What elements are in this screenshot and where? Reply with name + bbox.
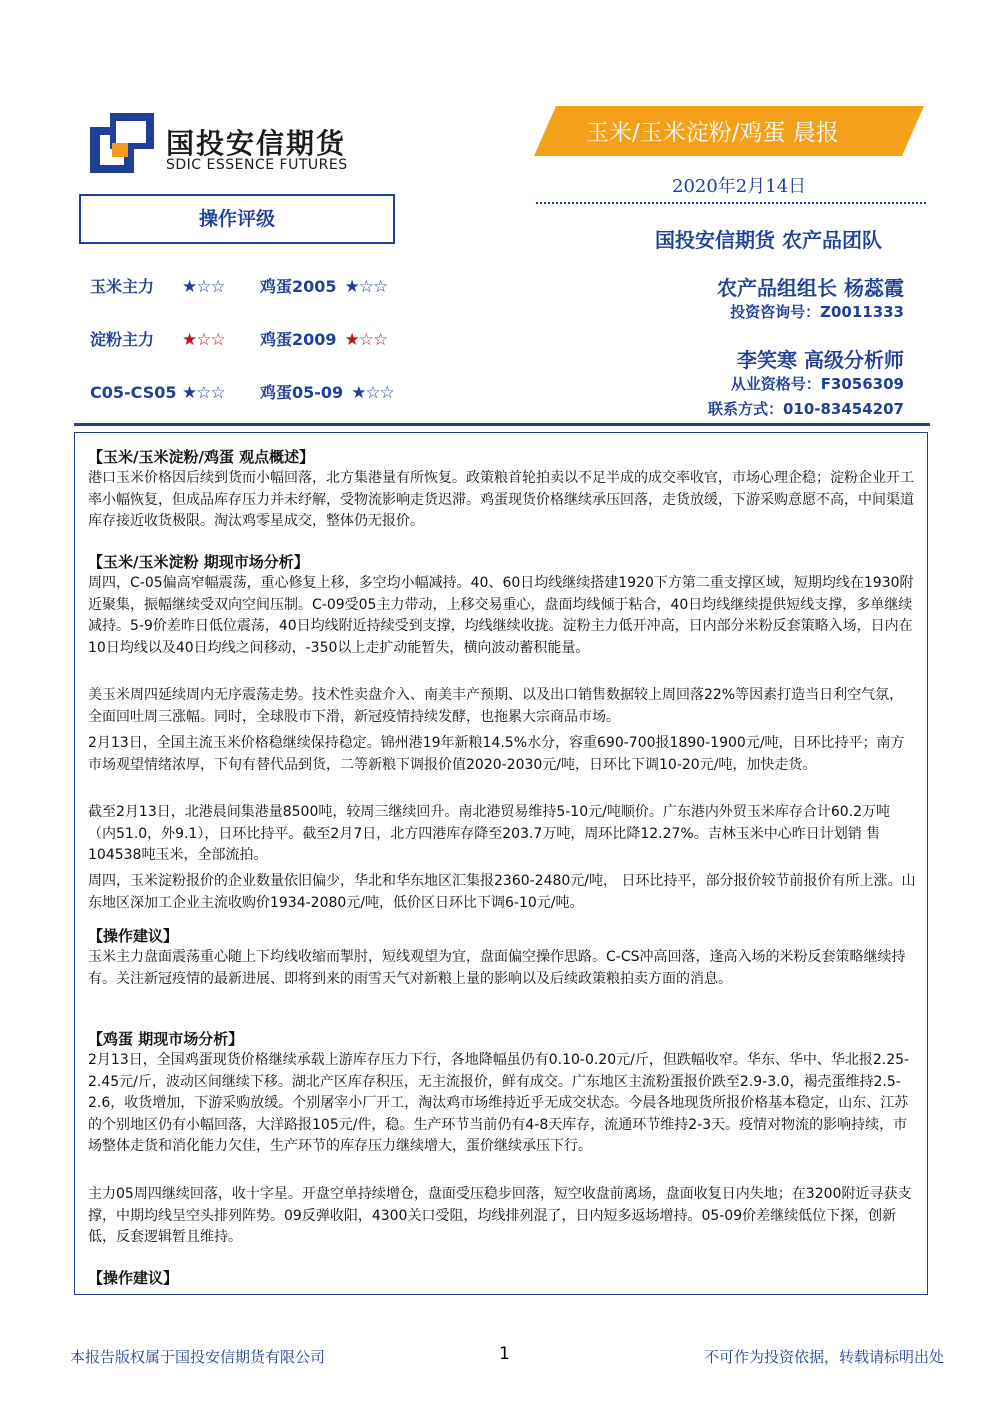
brand-name-en: SDIC ESSENCE FUTURES (166, 157, 348, 173)
paragraph: 截至2月13日，北港晨间集港量8500吨，较周三继续回升。南北港贸易维持5-10元/吨顺价。广东港内外贸玉米库存合计60.2万吨（内51.0，外9.1），日环比持平。截至2月7日，北方四港库存降至203.7万吨，周环比降12.27%。吉林玉米中心昨日计划销 售104538吨玉米，全部流拍。 (88, 804, 891, 863)
rating-label: 鸡蛋2005 (260, 277, 337, 296)
rating-label: C05-CS05 (90, 383, 177, 402)
rating-label: 鸡蛋05-09 (260, 383, 344, 402)
paragraph: 2月13日，全国鸡蛋现货价格继续承载上游库存压力下行，各地降幅虽仍有0.10-0.20元/斤，但跌幅收窄。华东、华中、华北报2.25-2.45元/斤，波动区间继续下移。湖北产区库存积压，无主流报价，鲜有成交。广东地区主流粉蛋报价跌至2.9-3.0，褐壳蛋维持2.5-2.6，收货增加，下游采购放缓。个别屠宰小厂开工，淘汰鸡市场维持近乎无成交状态。今晨各地现货所报价格基本稳定，山东、江苏的个别地区仍有小幅回落，大洋路报105元/件，稳。生产环节当前仍有4-8天库存，流通环节维持2-3天。疫情对物流的影响持续，市场整体走货和消化能力欠佳，生产环节的库存压力继续增大，蛋价继续承压下行。 (88, 1052, 910, 1154)
paragraph: 玉米主力盘面震荡重心随上下均线收缩而掣肘，短线观望为宜，盘面偏空操作思路。C-CS冲高回落，逢高入场的米粉反套策略继续持有。关注新冠疫情的最新进展、即将到来的雨雪天气对新粮上量的影响以及后续政策粮拍卖方面的消息。 (88, 949, 906, 987)
footer-copyright: 本报告版权属于国投安信期货有限公司 (70, 1348, 326, 1366)
rating-label: 淀粉主力 (90, 330, 155, 349)
header-divider (74, 423, 930, 426)
footer-disclaimer: 不可作为投资依据，转载请标明出处 (703, 1348, 944, 1366)
report-date: 2020年2月14日 (672, 176, 807, 197)
rating-title: 操作评级 (79, 194, 395, 244)
sdic-logo-mark (90, 113, 154, 173)
paragraph: 美玉米周四延续周内无序震荡走势。技术性卖盘介入、南美丰产预期、以及出口销售数据较上周回落22%等因素打造当日利空气氛，全面回吐周三涨幅。同时，全球股市下滑，新冠疫情持续发酵，也拖累大宗商品市场。 (88, 687, 904, 725)
rating-stars: ★☆☆ (351, 383, 394, 403)
rating-stars: ★☆☆ (182, 277, 225, 297)
analyst-line: 李笑寒 高级分析师 (737, 348, 904, 372)
paragraph: 2月13日，全国主流玉米价格稳继续保持稳定。锦州港19年新粮14.5%水分，容重690-700报1890-1900元/吨，日环比持平；南方市场观望情绪浓厚，下旬有替代品到货，二等新粮下调报价值2020-2030元/吨，日环比下调10-20元/吨，加快走货。 (88, 735, 905, 773)
section-heading: 【鸡蛋 期现市场分析】 (88, 1030, 244, 1048)
rating-stars: ★☆☆ (182, 330, 225, 350)
rating-row (90, 327, 387, 350)
analyst-line: 联系方式：010-83454207 (707, 400, 904, 418)
paragraph: 主力05周四继续回落，收十字星。开盘空单持续增仓，盘面受压稳步回落，短空收盘前离场，盘面收复日内失地；在3200附近寻获支撑，中期均线呈空头排列阵势。09反弹收阳，4300关口受阻，均线排列混了，日内短多返场增持。05-09价差继续低位下探，创新低，反套逻辑暂且维持。 (88, 1186, 912, 1245)
paragraph: 港口玉米价格因后续到货而小幅回落，北方集港量有所恢复。政策粮首轮拍卖以不足半成的成交率收官，市场心理企稳；淀粉企业开工率小幅恢复，但成品库存压力并未纾解，受物流影响走货迟滞。鸡蛋现货价格继续承压回落，走货放缓，下游采购意愿不高，中间渠道库存接近收货极限。淘汰鸡零星成交，整体仍无报价。 (88, 470, 914, 529)
paragraph: 周四，C-05偏高窄幅震荡，重心修复上移，多空均小幅减持。40、60日均线继续搭建1920下方第二重支撑区域，短期均线在1930附近聚集，振幅继续受双向空间压制。C-09受05主力带动，上移交易重心，盘面均线倾于粘合，40日均线继续提供短线支撑，多单继续减持。5-9价差昨日低位震荡，40日均线附近持续受到支撑，均线继续收拢。淀粉主力低开冲高，日内部分米粉反套策略入场，日内在10日均线以及40日均线之间移动，-350以上走扩动能暂失，横向波动蓄积能量。 (88, 575, 914, 656)
rating-stars: ★☆☆ (182, 383, 225, 403)
section-heading: 【操作建议】 (88, 1269, 179, 1287)
team-name: 国投安信期货 农产品团队 (655, 228, 882, 252)
analyst-line: 投资咨询号：Z0011333 (730, 303, 904, 321)
rating-row (90, 274, 387, 297)
analyst-line: 从业资格号：F3056309 (730, 375, 904, 393)
analyst-line: 农产品组组长 杨蕊霞 (717, 276, 904, 300)
paragraph: 周四，玉米淀粉报价的企业数量依旧偏少，华北和华东地区汇集报2360-2480元/吨， 日环比持平，部分报价较节前报价有所上涨。山东地区深加工企业主流收购价1934-2080元/吨，低价区日环比下调6-10元/吨。 (88, 873, 916, 911)
rating-stars: ★☆☆ (344, 330, 388, 350)
section-heading: 【操作建议】 (88, 927, 179, 945)
section-heading: 【玉米/玉米淀粉/鸡蛋 观点概述】 (88, 448, 315, 466)
page-number: 1 (499, 1344, 510, 1364)
report-title: 玉米/玉米淀粉/鸡蛋 晨报 (586, 120, 839, 146)
dotted-divider (536, 202, 926, 204)
rating-label: 鸡蛋2009 (260, 330, 337, 349)
brand-name-cn: 国投安信期货 (166, 127, 347, 160)
section-heading: 【玉米/玉米淀粉 期现市场分析】 (88, 553, 309, 571)
rating-stars: ★☆☆ (344, 277, 388, 297)
rating-row (90, 380, 394, 403)
rating-label: 玉米主力 (90, 277, 155, 296)
